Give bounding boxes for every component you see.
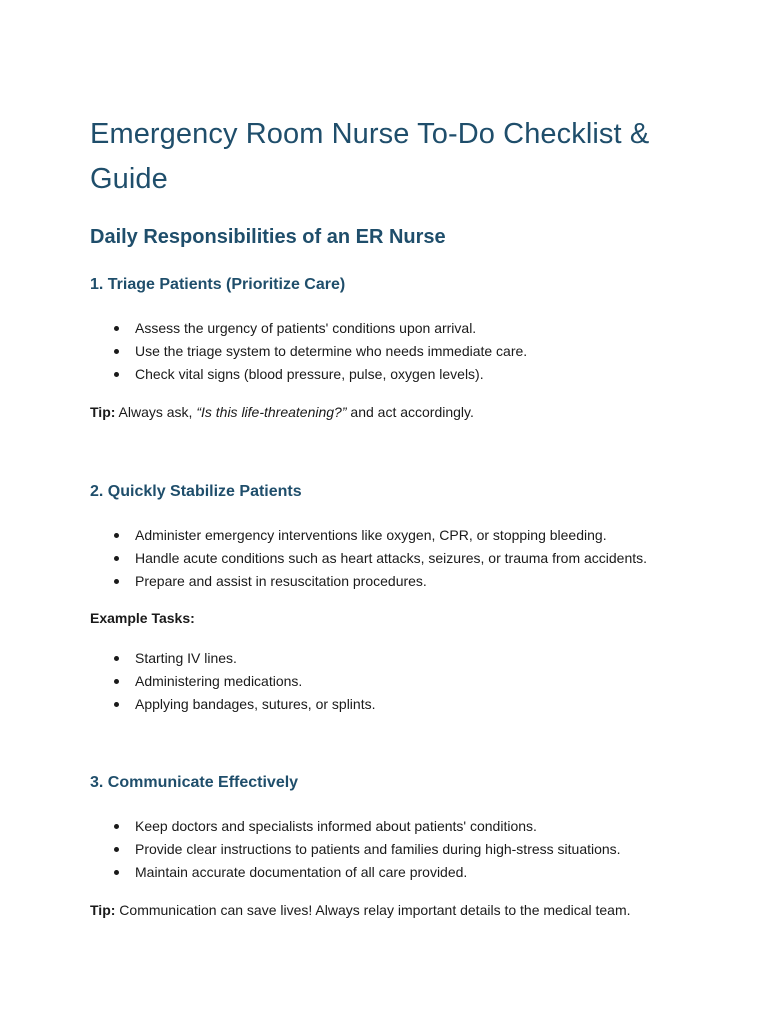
bullet-icon [114,847,119,852]
section-2-bullets [90,524,690,593]
list-item: Keep doctors and specialists informed about patients' conditions. [90,815,690,838]
list-item: Starting IV lines. [90,647,690,670]
bullet-icon [114,656,119,661]
tip-label: Tip: [90,404,116,420]
section-3-tip: Tip: Communication can save lives! Always relay important details to the medical team. [90,902,631,918]
bullet-icon [114,870,119,875]
bullet-icon [114,326,119,331]
section-1-heading: 1. Triage Patients (Prioritize Care) [90,276,346,293]
list-item: Administering medications. [90,670,690,693]
section-3-heading: 3. Communicate Effectively [90,774,299,791]
section-heading: Daily Responsibilities of an ER Nurse [90,226,446,248]
tip-label: Tip: [90,902,116,918]
list-item: Applying bandages, sutures, or splints. [90,693,690,716]
list-item: Provide clear instructions to patients and families during high-stress situations. [90,838,690,861]
tip-quote: “Is this life-threatening?” [196,404,347,420]
section-2-heading: 2. Quickly Stabilize Patients [90,483,302,500]
list-item: Use the triage system to determine who needs immediate care. [90,340,690,363]
list-item: Handle acute conditions such as heart attacks, seizures, or trauma from accidents. [90,547,690,570]
document-title: Emergency Room Nurse To-Do Checklist & Guide [90,118,650,195]
bullet-icon [114,556,119,561]
list-item: Administer emergency interventions like oxygen, CPR, or stopping bleeding. [90,524,690,547]
document-page [90,112,690,918]
bullet-icon [114,579,119,584]
example-tasks-label: Example Tasks: [90,610,195,626]
list-item: Maintain accurate documentation of all care provided. [90,861,690,884]
list-item: Check vital signs (blood pressure, pulse, oxygen levels). [90,363,690,386]
bullet-icon [114,824,119,829]
section-1-bullets [90,317,690,386]
list-item: Assess the urgency of patients' conditions upon arrival. [90,317,690,340]
section-3-bullets [90,815,690,884]
bullet-icon [114,702,119,707]
bullet-icon [114,372,119,377]
bullet-icon [114,533,119,538]
list-item: Prepare and assist in resuscitation procedures. [90,570,690,593]
example-tasks-bullets [90,647,690,716]
bullet-icon [114,679,119,684]
bullet-icon [114,349,119,354]
section-1-tip: Tip: Always ask, “Is this life-threatening?” and act accordingly. [90,404,474,420]
